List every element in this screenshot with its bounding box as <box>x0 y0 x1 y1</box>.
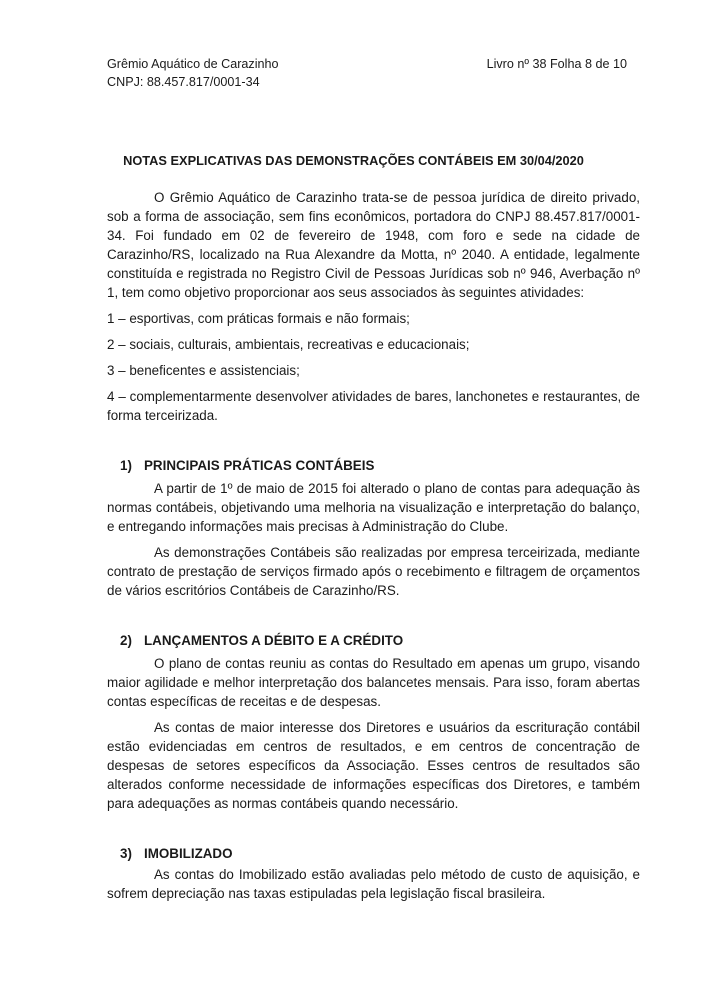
section-heading <box>120 631 640 650</box>
activity-item: 3 – beneficentes e assistenciais; <box>107 363 300 378</box>
activity-item: 2 – sociais, culturais, ambientais, recreativas e educacionais; <box>107 337 470 352</box>
page-header-left <box>107 55 279 91</box>
document-title: NOTAS EXPLICATIVAS DAS DEMONSTRAÇÕES CONTÁBEIS EM 30/04/2020 <box>123 153 584 168</box>
activity-item: 4 – complementarmente desenvolver atividades de bares, lanchonetes e restaurantes, de forma terceirizada. <box>107 389 640 423</box>
section-heading <box>120 456 640 475</box>
section-number: 2) <box>120 633 132 648</box>
intro-paragraph: O Grêmio Aquático de Carazinho trata-se de pessoa jurídica de direito privado, sob a forma de associação, sem fins econômicos, portadora do CNPJ 88.457.817/0001-34. Foi fundado em 02 de fevereiro de 1948, com foro e sede na cidade de Carazinho/RS, localizado na Rua Alexandre da Motta, nº 2040. A entidade, legalmente constituída e registrada no Registro Civil de Pessoas Jurídicas sob nº 946, Averbação nº 1, tem como objetivo proporcionar aos seus associados às seguintes atividades: <box>107 190 640 300</box>
section-title: IMOBILIZADO <box>144 846 233 861</box>
org-cnpj: CNPJ: 88.457.817/0001-34 <box>107 75 260 89</box>
section-paragraph: As contas do Imobilizado estão avaliadas pelo método de custo de aquisição, e sofrem depreciação nas taxas estipuladas pela legislação fiscal brasileira. <box>107 867 640 901</box>
section-number: 1) <box>120 458 132 473</box>
section-paragraph: As demonstrações Contábeis são realizadas por empresa terceirizada, mediante contrato de prestação de serviços firmado após o recebimento e filtragem de orçamentos de vários escritórios Contábeis de Carazinho/RS. <box>107 545 640 598</box>
section-paragraph: O plano de contas reuniu as contas do Resultado em apenas um grupo, visando maior agilidade e melhor interpretação dos balancetes mensais. Para isso, foram abertas contas específicas de receitas e de despesas. <box>107 656 640 709</box>
org-name: Grêmio Aquático de Carazinho <box>107 57 279 71</box>
section-title: PRINCIPAIS PRÁTICAS CONTÁBEIS <box>144 458 375 473</box>
section-heading <box>120 844 640 863</box>
book-reference: Livro nº 38 Folha 8 de 10 <box>486 57 627 71</box>
document-body <box>107 188 640 903</box>
section-number: 3) <box>120 846 132 861</box>
activity-item: 1 – esportivas, com práticas formais e não formais; <box>107 311 410 326</box>
section-paragraph: A partir de 1º de maio de 2015 foi alterado o plano de contas para adequação às normas contábeis, objetivando uma melhoria na visualização e interpretação do balanço, e entregando informações mais precisas à Administração do Clube. <box>107 481 640 534</box>
section-paragraph: As contas de maior interesse dos Diretores e usuários da escrituração contábil estão evidenciadas em centros de resultados, e em centros de concentração de despesas de setores específicos da Associação. Esses centros de resultados são alterados conforme necessidade de informações específicas dos Diretores, e também para adequações as normas contábeis quando necessário. <box>107 720 640 811</box>
section-title: LANÇAMENTOS A DÉBITO E A CRÉDITO <box>144 633 404 648</box>
